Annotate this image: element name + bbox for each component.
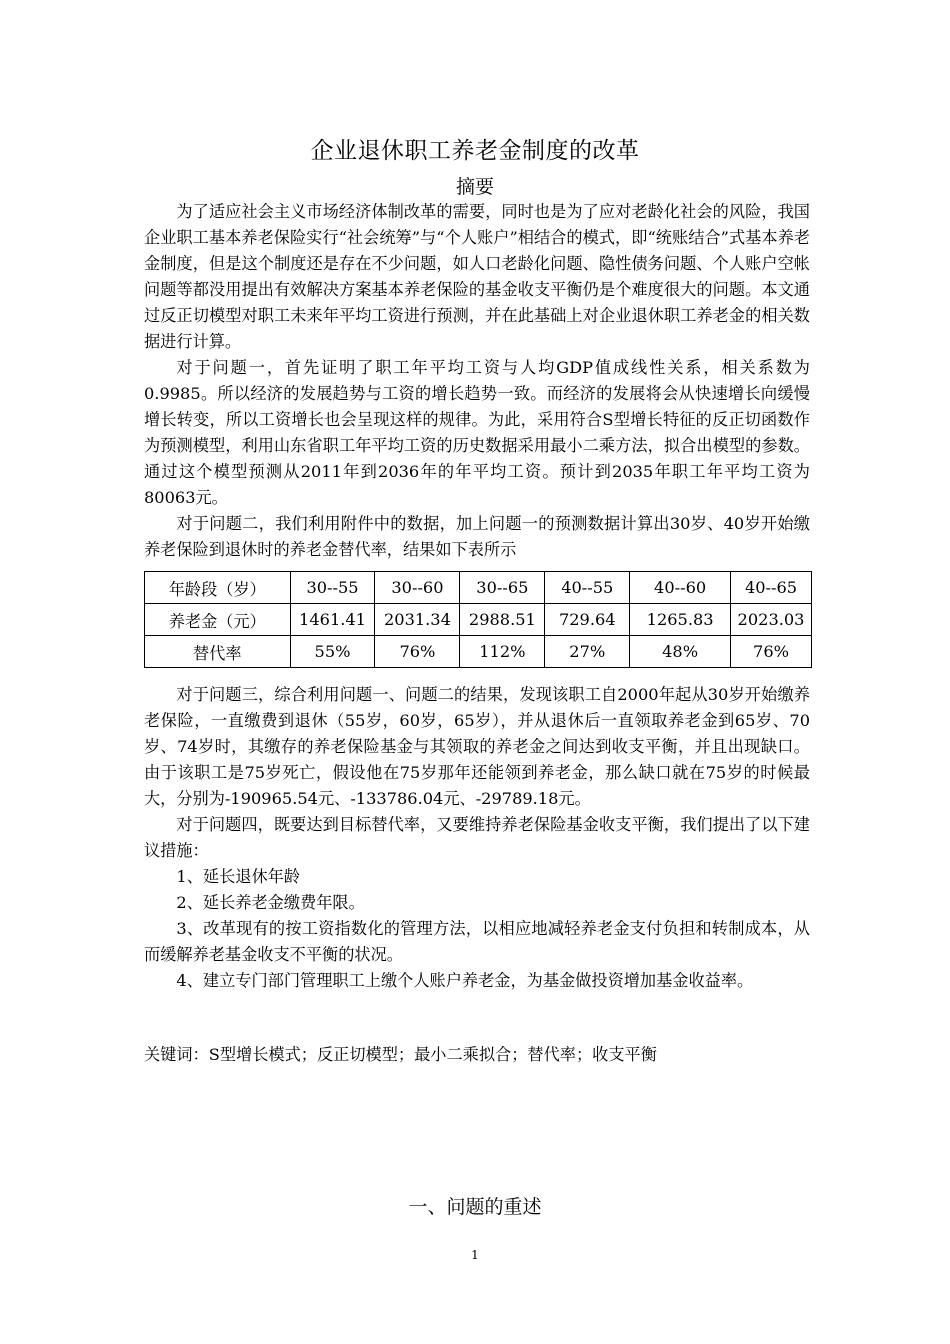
table-cell: 76%	[375, 636, 460, 668]
table-cell: 76%	[731, 636, 812, 668]
paragraph-problem-4: 对于问题四，既要达到目标替代率，又要维持养老保险基金收支平衡，我们提出了以下建议措施：	[144, 815, 810, 860]
paragraph-problem-3: 对于问题三，综合利用问题一、问题二的结果，发现该职工自2000年起从30岁开始缴养老保险，一直缴费到退休（55岁，60岁，65岁），并从退休后一直领取养老金到65岁、70岁、74岁时，其缴存的养老保险基金与其领取的养老金之间达到收支平衡，并且出现缺口。由于该职工是75岁死亡，假设他在75岁那年还能领到养老金，那么缺口就在75岁的时候最大，分别为-190965.54元、-133786.04元、-29789.18元。	[144, 685, 810, 808]
table-cell: 2023.03	[731, 604, 812, 636]
paragraph-problem-1: 对于问题一，首先证明了职工年平均工资与人均GDP值成线性关系，相关系数为0.9985。所以经济的发展趋势与工资的增长趋势一致。而经济的发展将会从快速增长向缓慢增长转变，所以工资增长也会呈现这样的规律。为此，采用符合S型增长特征的反正切函数作为预测模型，利用山东省职工年平均工资的历史数据采用最小二乘方法，拟合出模型的参数。通过这个模型预测从2011年到2036年的年平均工资。预计到2035年职工年平均工资为80063元。	[144, 358, 810, 507]
table-cell: 48%	[630, 636, 731, 668]
suggestion-item: 1、延长退休年龄	[176, 867, 301, 886]
table-cell: 30--65	[460, 572, 545, 604]
keywords-text: S型增长模式；反正切模型；最小二乘拟合；替代率；收支平衡	[208, 1045, 657, 1064]
table-cell: 27%	[545, 636, 630, 668]
suggestion-item: 2、延长养老金缴费年限。	[176, 893, 365, 912]
table-cell: 30--55	[290, 572, 375, 604]
results-table	[144, 571, 812, 668]
table-cell: 112%	[460, 636, 545, 668]
document-title: 企业退休职工养老金制度的改革	[310, 138, 640, 164]
table-cell: 40--60	[630, 572, 731, 604]
abstract-body-part2	[144, 682, 810, 994]
keywords-line	[144, 1042, 810, 1068]
table-cell: 养老金（元）	[145, 604, 291, 636]
page-number: 1	[471, 1248, 479, 1262]
table-cell: 1461.41	[290, 604, 375, 636]
table-row	[145, 636, 812, 668]
abstract-body-part1	[144, 199, 810, 563]
suggestion-item: 3、改革现有的按工资指数化的管理方法，以相应地减轻养老金支付负担和转制成本，从而缓解养老基金收支不平衡的状况。	[144, 919, 810, 964]
table-cell: 30--60	[375, 572, 460, 604]
table-cell: 40--55	[545, 572, 630, 604]
table-header-row	[145, 572, 812, 604]
paragraph-problem-2: 对于问题二，我们利用附件中的数据，加上问题一的预测数据计算出30岁、40岁开始缴养老保险到退休时的养老金替代率，结果如下表所示	[144, 514, 810, 559]
table-cell: 55%	[290, 636, 375, 668]
table-cell: 替代率	[145, 636, 291, 668]
table-cell: 2031.34	[375, 604, 460, 636]
suggestion-item: 4、建立专门部门管理职工上缴个人账户养老金，为基金做投资增加基金收益率。	[176, 971, 754, 990]
abstract-heading: 摘要	[455, 176, 494, 198]
keywords-label: 关键词：	[144, 1045, 209, 1064]
paragraph-intro: 为了适应社会主义市场经济体制改革的需要，同时也是为了应对老龄化社会的风险，我国企业职工基本养老保险实行“社会统筹”与“个人账户”相结合的模式，即“统账结合”式基本养老金制度，但是这个制度还是存在不少问题，如人口老龄化问题、隐性债务问题、个人账户空帐问题等都没用提出有效解决方案基本养老保险的基金收支平衡仍是个难度很大的问题。本文通过反正切模型对职工未来年平均工资进行预测，并在此基础上对企业退休职工养老金的相关数据进行计算。	[144, 202, 810, 351]
section-heading: 一、问题的重述	[408, 1196, 542, 1218]
table-cell: 1265.83	[630, 604, 731, 636]
table-cell: 40--65	[731, 572, 812, 604]
table-row	[145, 604, 812, 636]
table-cell: 2988.51	[460, 604, 545, 636]
table-cell: 729.64	[545, 604, 630, 636]
table-cell: 年龄段（岁）	[145, 572, 291, 604]
